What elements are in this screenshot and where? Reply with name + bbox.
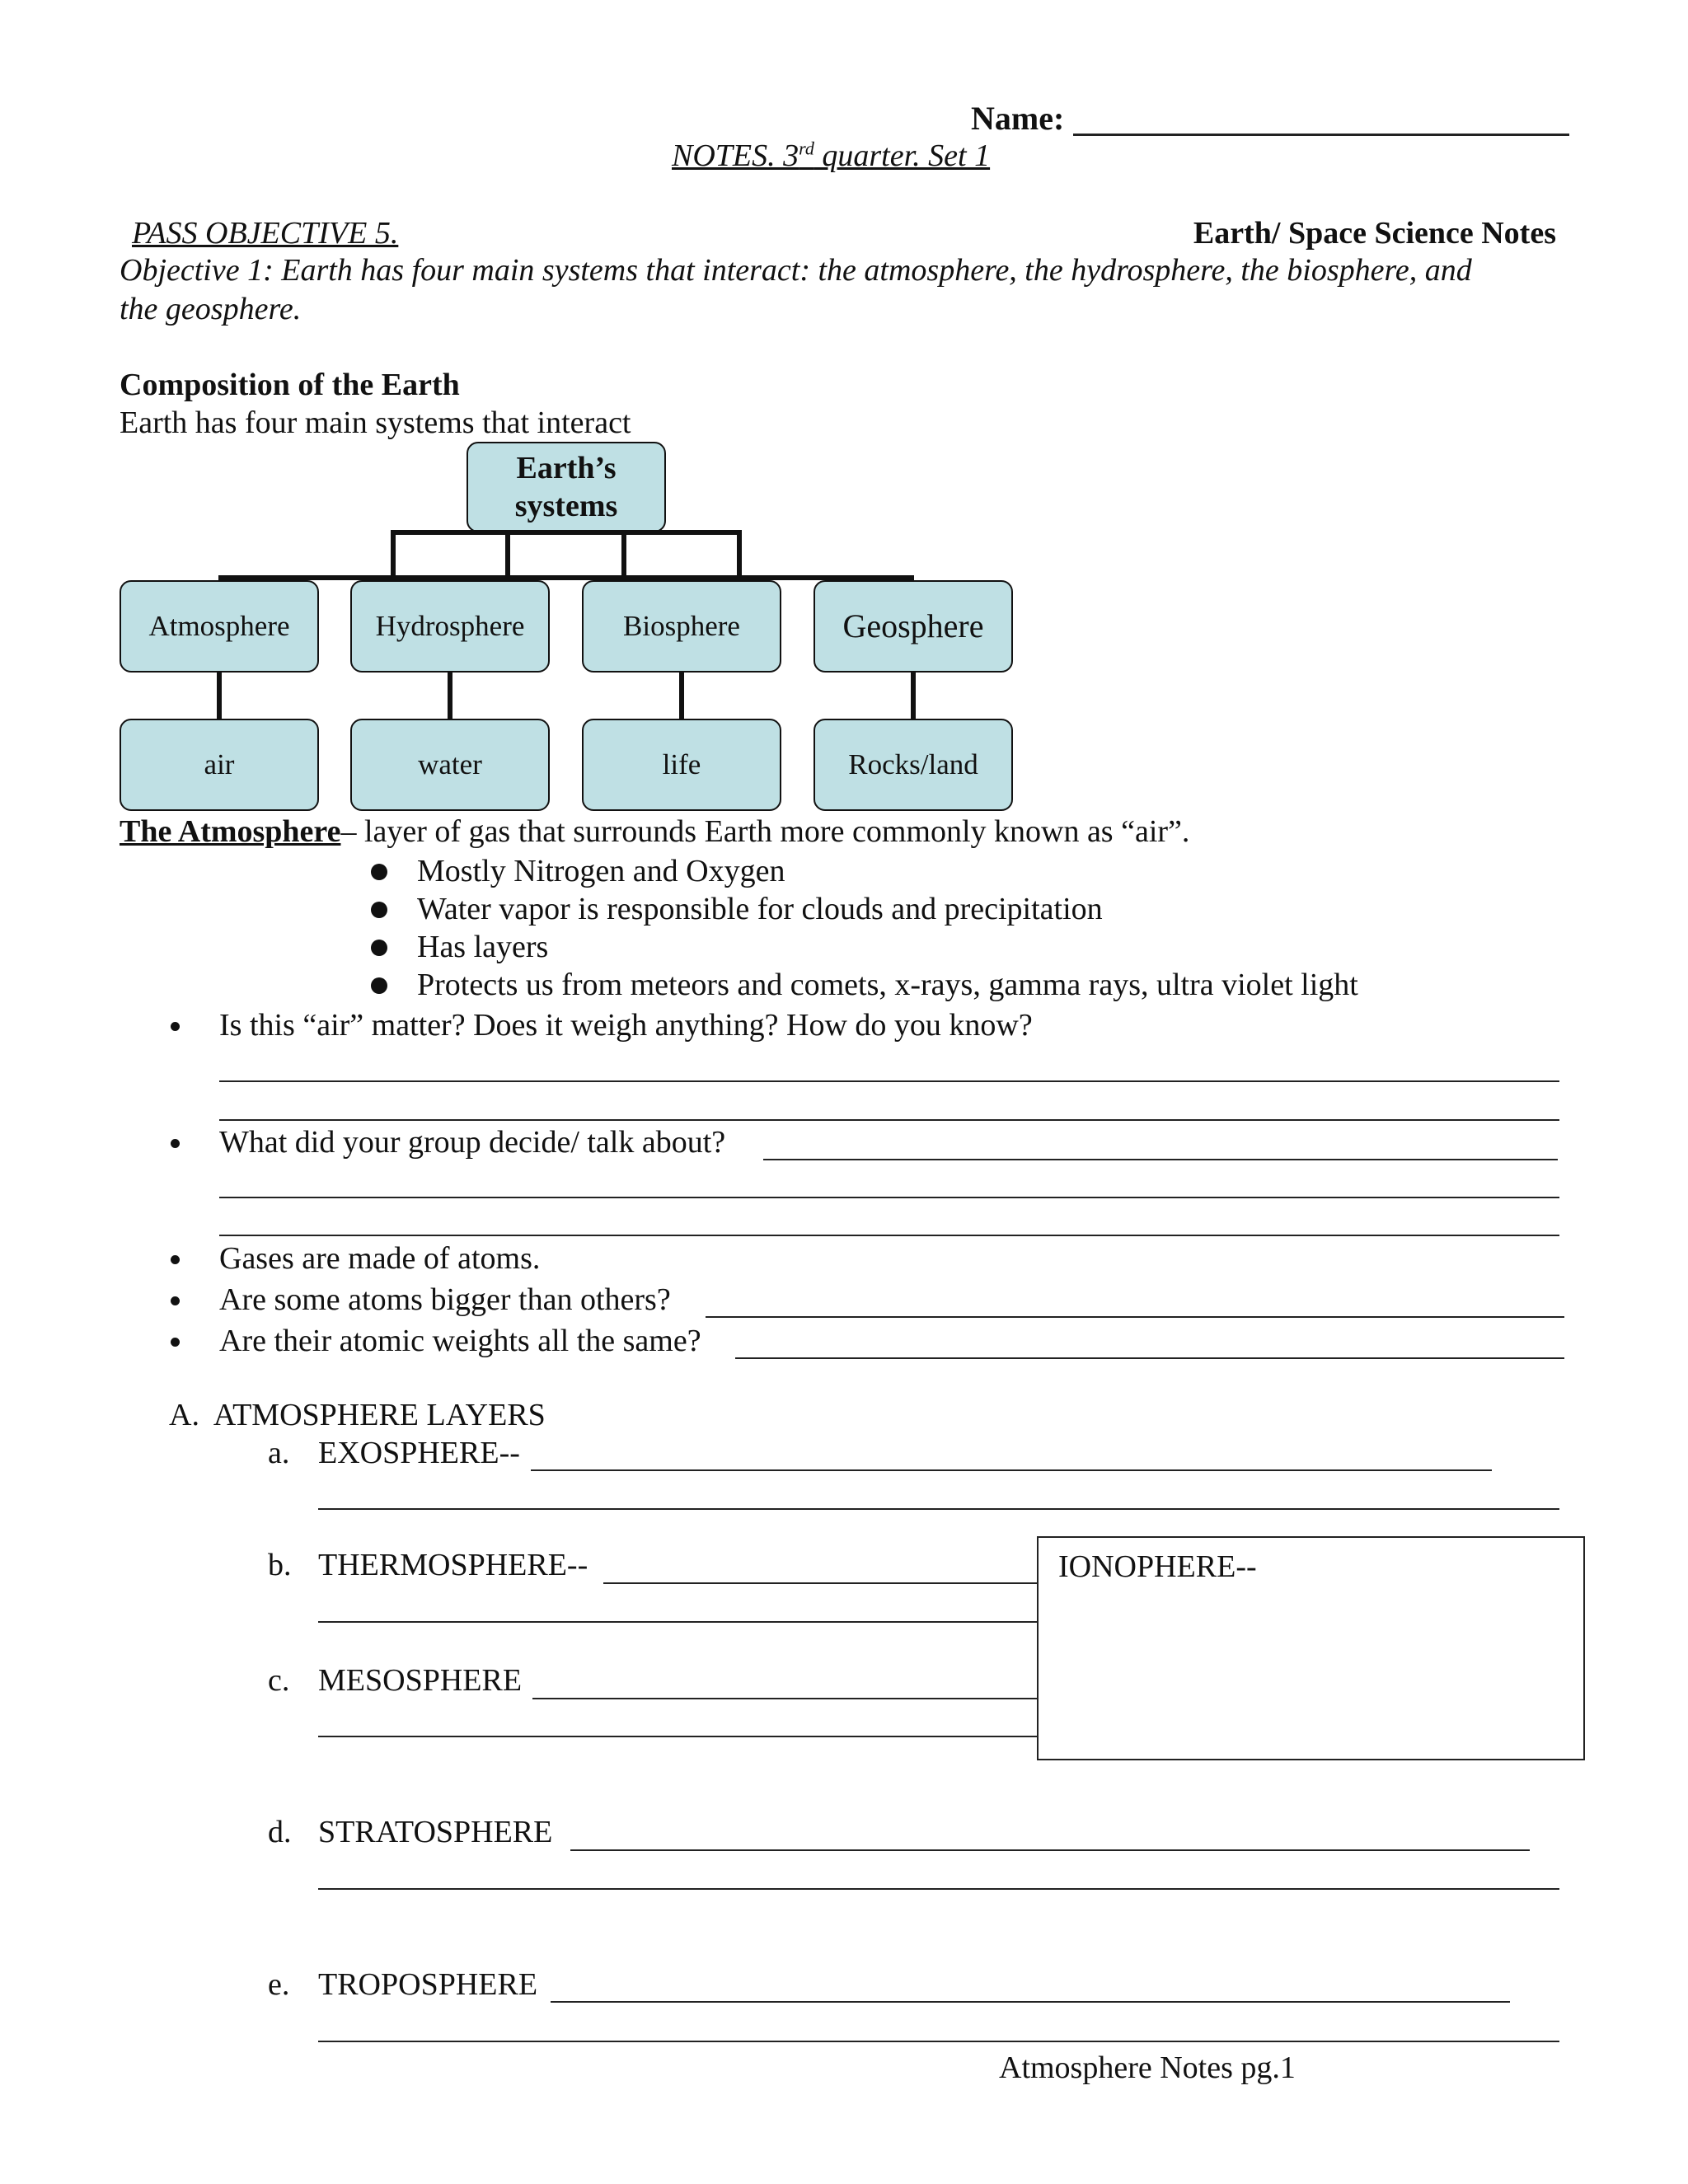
connector-top-bar [391, 530, 742, 535]
page-footer: Atmosphere Notes pg.1 [999, 2050, 1296, 2085]
answer-line[interactable] [532, 1698, 1037, 1699]
question-bullet [171, 1255, 180, 1264]
ionosphere-label: IONOPHERE-- [1058, 1549, 1257, 1584]
bullet-dot [371, 864, 387, 880]
answer-line[interactable] [318, 1888, 1559, 1890]
answer-line[interactable] [219, 1080, 1559, 1082]
atmosphere-definition: The Atmosphere– layer of gas that surrounds Earth more commonly known as “air”. [120, 814, 1190, 849]
item-box-air: air [120, 719, 319, 811]
layer-label-troposphere: TROPOSPHERE [318, 1967, 538, 2002]
composition-heading: Composition of the Earth [120, 368, 460, 402]
objective-line-1: Objective 1: Earth has four main systems that interact: the atmosphere, the hydrosphere, the biosphere, and [120, 253, 1472, 288]
answer-line[interactable] [570, 1849, 1530, 1851]
connector-drop-4 [737, 530, 742, 579]
system-box-biosphere: Biosphere [582, 580, 781, 673]
ionosphere-box[interactable] [1037, 1536, 1585, 1760]
question-bullet [171, 1022, 180, 1031]
question-bullet [171, 1338, 180, 1347]
name-label: Name: [971, 100, 1065, 137]
bullet-dot [371, 940, 387, 956]
bullet-dot [371, 902, 387, 918]
composition-subtext: Earth has four main systems that interact [120, 405, 631, 440]
answer-line[interactable] [219, 1119, 1559, 1121]
answer-line[interactable] [735, 1357, 1564, 1359]
system-box-atmosphere: Atmosphere [120, 580, 319, 673]
answer-line[interactable] [603, 1582, 1037, 1584]
notes-title: NOTES. 3rd quarter. Set 1 [672, 138, 991, 173]
connector-drop-1 [391, 530, 396, 579]
atmosphere-term: The Atmosphere [120, 814, 341, 849]
question-air-matter: Is this “air” matter? Does it weigh anything? How do you know? [219, 1008, 1033, 1043]
diagram-root-box: Earth’s systems [467, 442, 666, 532]
pass-objective: PASS OBJECTIVE 5. [132, 216, 399, 251]
question-bullet [171, 1139, 180, 1148]
answer-line[interactable] [219, 1197, 1559, 1198]
item-box-rocks-land: Rocks/land [814, 719, 1013, 811]
layer-letter: b. [268, 1548, 292, 1582]
question-atom-size: Are some atoms bigger than others? [219, 1282, 671, 1317]
item-box-water: water [350, 719, 550, 811]
question-group-discussion: What did your group decide/ talk about? [219, 1125, 726, 1160]
bullet-dot [371, 977, 387, 994]
fact-item: Has layers [417, 930, 549, 964]
connector-mid-bar [218, 575, 914, 580]
name-answer-line[interactable] [1073, 134, 1569, 136]
answer-line[interactable] [531, 1469, 1492, 1471]
layer-letter: a. [268, 1436, 290, 1470]
layer-letter: d. [268, 1815, 292, 1849]
layer-label-exosphere: EXOSPHERE-- [318, 1436, 520, 1470]
connector-drop-2 [505, 530, 510, 579]
connector-biosphere-life [679, 673, 684, 719]
fact-item: Protects us from meteors and comets, x-rays, gamma rays, ultra violet light [417, 968, 1358, 1002]
connector-atmosphere-air [217, 673, 222, 719]
layers-heading: A. ATMOSPHERE LAYERS [169, 1398, 546, 1432]
layer-label-mesosphere: MESOSPHERE [318, 1663, 523, 1698]
connector-hydrosphere-water [448, 673, 452, 719]
statement-gases-atoms: Gases are made of atoms. [219, 1241, 541, 1276]
layer-label-stratosphere: STRATOSPHERE [318, 1815, 553, 1849]
answer-line[interactable] [318, 2041, 1559, 2042]
layer-label-thermosphere: THERMOSPHERE-- [318, 1548, 588, 1582]
system-box-hydrosphere: Hydrosphere [350, 580, 550, 673]
connector-drop-3 [621, 530, 626, 579]
question-bullet [171, 1296, 180, 1305]
answer-line[interactable] [318, 1621, 1037, 1623]
section-title: Earth/ Space Science Notes [1193, 216, 1556, 251]
fact-item: Mostly Nitrogen and Oxygen [417, 854, 785, 888]
connector-geosphere-rocks [911, 673, 916, 719]
item-box-life: life [582, 719, 781, 811]
answer-line[interactable] [219, 1235, 1559, 1236]
fact-item: Water vapor is responsible for clouds and precipitation [417, 892, 1103, 926]
answer-line[interactable] [706, 1316, 1564, 1318]
answer-line[interactable] [318, 1736, 1037, 1737]
system-box-geosphere: Geosphere [814, 580, 1013, 673]
objective-line-2: the geosphere. [120, 292, 302, 326]
layer-letter: c. [268, 1663, 290, 1698]
question-atomic-weights: Are their atomic weights all the same? [219, 1324, 701, 1358]
answer-line[interactable] [763, 1159, 1558, 1160]
layer-letter: e. [268, 1967, 290, 2002]
answer-line[interactable] [318, 1508, 1559, 1510]
answer-line[interactable] [551, 2001, 1510, 2003]
